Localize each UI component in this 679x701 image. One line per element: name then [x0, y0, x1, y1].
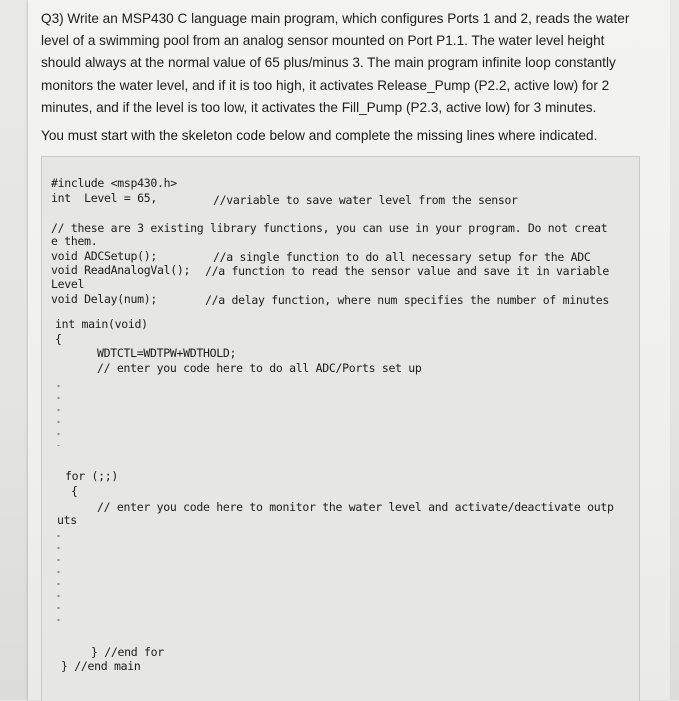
- code-adc-setup: void ADCSetup();: [51, 249, 157, 263]
- code-end-for: } //end for: [91, 645, 164, 659]
- question-line: monitors the water level, and if it is too high, it activates Release_Pump (P2.2, active low) for 2: [41, 77, 610, 93]
- code-level-comment: //variable to save water level from the sensor: [213, 193, 518, 207]
- question-line: Q3) Write an MSP430 C language main program, which configures Ports 1 and 2, reads the water: [41, 11, 630, 26]
- code-main-open-brace: {: [55, 332, 62, 346]
- code-delay: void Delay(num);: [51, 292, 157, 306]
- code-for-loop: for (;;): [65, 469, 118, 483]
- code-setup-comment: // enter you code here to do all ADC/Ports set up: [97, 361, 422, 375]
- code-wdt-line: WDTCTL=WDTPW+WDTHOLD;: [97, 346, 237, 360]
- answer-space-marker: [57, 380, 60, 446]
- code-read-analog: void ReadAnalogVal();: [51, 263, 191, 277]
- answer-space-marker: [57, 530, 60, 626]
- code-read-analog-comment: //a function to read the sensor value and save it in variable: [205, 264, 610, 278]
- code-skeleton-box: [41, 156, 640, 701]
- code-for-open-brace: {: [71, 484, 78, 498]
- code-lib-comment-cont: e them.: [51, 234, 98, 248]
- code-level-decl: int Level = 65,: [51, 191, 157, 205]
- code-main-signature: int main(void): [55, 317, 148, 331]
- question-line: level of a swimming pool from an analog sensor mounted on Port P1.1. The water level height: [41, 33, 605, 49]
- question-line: should always at the normal value of 65 plus/minus 3. The main program infinite loop constantly: [41, 55, 616, 71]
- code-delay-comment: //a delay function, where num specifies the number of minutes: [205, 293, 610, 307]
- code-include: #include <msp430.h>: [51, 176, 177, 190]
- code-monitor-comment-cont: uts: [57, 513, 77, 527]
- question-text: [41, 8, 641, 119]
- code-end-main: } //end main: [61, 659, 141, 673]
- code-read-analog-comment-cont: Level: [51, 277, 85, 291]
- question-line: minutes, and if the level is too low, it activates the Fill_Pump (P2.3, active low) for 3 minutes.: [41, 99, 597, 115]
- code-lib-comment: // these are 3 existing library functions, you can use in your program. Do not creat: [51, 221, 608, 235]
- code-monitor-comment: // enter you code here to monitor the water level and activate/deactivate outp: [97, 500, 614, 514]
- instruction-text: You must start with the skeleton code below and complete the missing lines where indicated.: [41, 128, 598, 143]
- code-adc-setup-comment: //a single function to do all necessary setup for the ADC: [213, 250, 591, 264]
